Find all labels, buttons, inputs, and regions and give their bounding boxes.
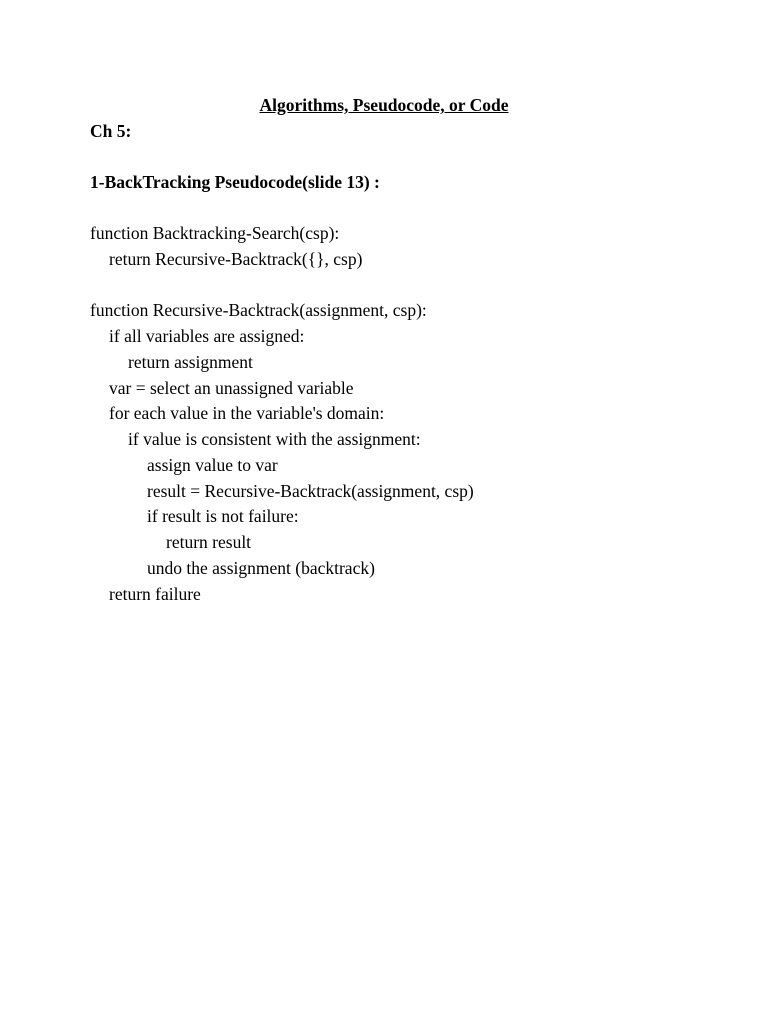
code-line: function Recursive-Backtrack(assignment, csp): <box>90 300 427 321</box>
code-line: return failure <box>109 583 201 604</box>
code-line: return result <box>166 532 252 552</box>
code-line: var = select an unassigned variable <box>109 377 354 398</box>
pseudocode-block <box>90 222 710 608</box>
code-line: function Backtracking-Search(csp): <box>90 223 340 243</box>
section-heading: 1-BackTracking Pseudocode(slide 13) : <box>90 172 380 192</box>
code-line: if value is consistent with the assignment: <box>128 429 421 449</box>
code-line: undo the assignment (backtrack) <box>147 557 375 578</box>
code-line: for each value in the variable's domain: <box>109 403 385 424</box>
code-line: result = Recursive-Backtrack(assignment, csp) <box>147 480 474 501</box>
chapter-label: Ch 5: <box>90 121 132 141</box>
code-line: assign value to var <box>147 454 278 475</box>
code-line: if all variables are assigned: <box>109 326 305 346</box>
document-title: Algorithms, Pseudocode, or Code <box>259 95 509 115</box>
code-line: return Recursive-Backtrack({}, csp) <box>109 248 363 269</box>
code-line: if result is not failure: <box>147 506 299 527</box>
code-line: return assignment <box>128 351 253 372</box>
blank-line <box>90 274 710 300</box>
